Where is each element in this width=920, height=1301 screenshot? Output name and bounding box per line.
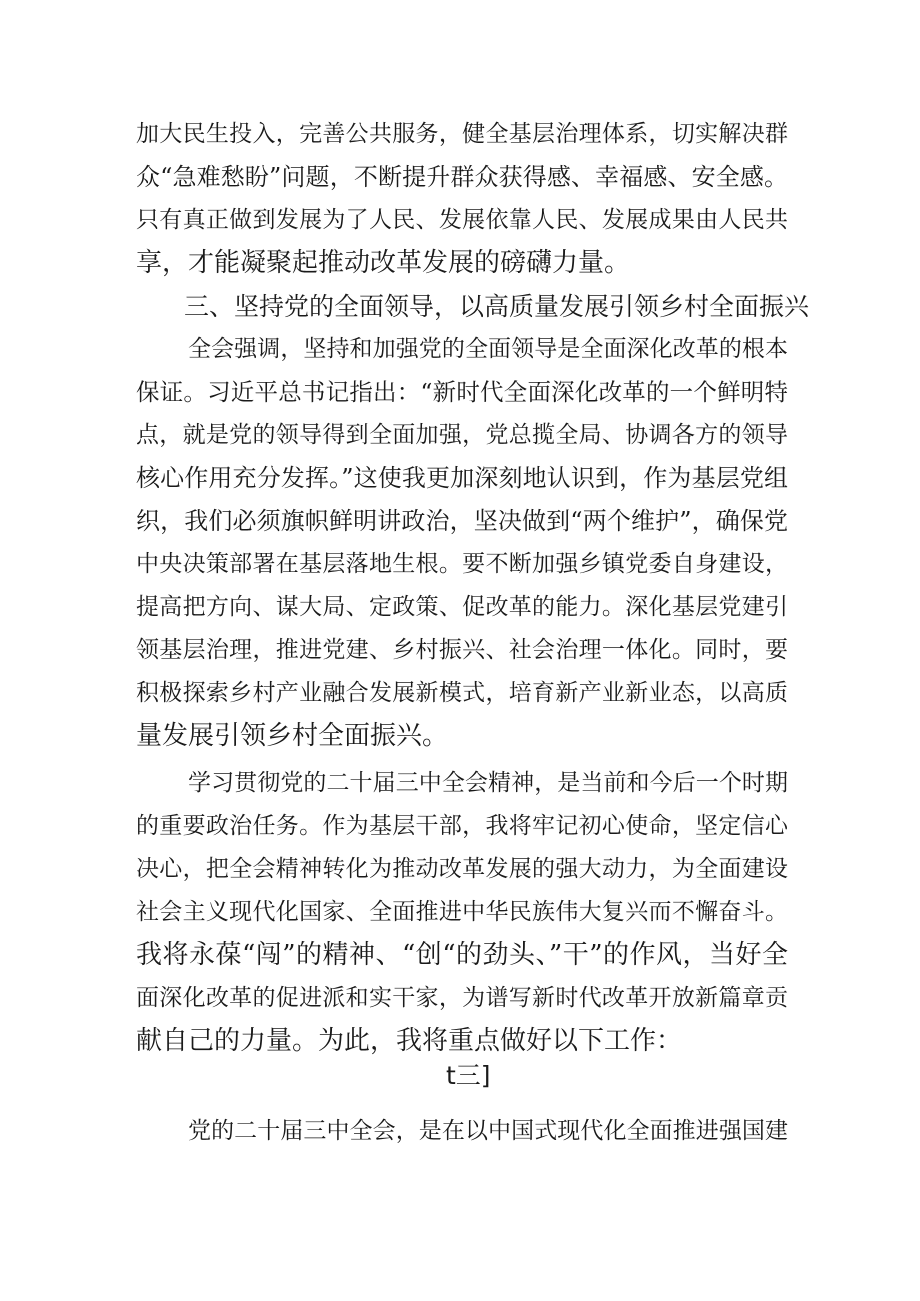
paragraph-line: 决心，把全会精神转化为推动改革发展的强大动力，为全面建设 [136, 856, 788, 882]
section-heading: 三、坚持党的全面领导，以高质量发展引领乡村全面振兴 [184, 292, 810, 321]
paragraph-1 [136, 113, 788, 285]
section-marker: t三] [446, 1061, 491, 1090]
paragraph-line: 全会强调，坚持和加强党的全面领导是全面深化改革的根本 [188, 336, 788, 362]
paragraph-line: 党的二十届三中全会，是在以中国式现代化全面推进强国建 [188, 1118, 788, 1144]
paragraph-line: 积极探索乡村产业融合发展新模式，培育新产业新业态，以高质 [136, 680, 788, 706]
paragraph-line: 只有真正做到发展为了人民、发展依靠人民、发展成果由人民共 [136, 207, 788, 233]
paragraph-line: 织，我们必须旗帜鲜明讲政治，坚决做到“两个维护”，确保党 [136, 507, 788, 535]
paragraph-line: 的重要政治任务。作为基层干部，我将牢记初心使命，坚定信心 [136, 813, 788, 839]
paragraph-line: 面深化改革的促进派和实干家，为谱写新时代改革开放新篇章贡 [136, 985, 788, 1011]
paragraph-line: 点，就是党的领导得到全面加强，党总揽全局、协调各方的领导 [136, 422, 788, 448]
paragraph-line: 领基层治理，推进党建、乡村振兴、社会治理一体化。同时，要 [136, 637, 788, 663]
paragraph-line: 我将永葆“闯”的精神、“创“的劲头、”干”的作风，当好全 [136, 940, 788, 970]
paragraph-line: 社会主义现代化国家、全面推进中华民族伟大复兴而不懈奋斗。 [136, 899, 788, 925]
paragraph-line: 学习贯彻党的二十届三中全会精神，是当前和今后一个时期 [188, 770, 788, 796]
paragraph-2 [136, 328, 788, 758]
paragraph-line: 献自己的力量。为此，我将重点做好以下工作： [136, 1026, 683, 1056]
paragraph-line: 中央决策部署在基层落地生根。要不断加强乡镇党委自身建设， [136, 551, 788, 577]
paragraph-4 [136, 1110, 788, 1153]
paragraph-line: 核心作用充分发挥。”这使我更加深刻地认识到，作为基层党组 [136, 464, 788, 492]
paragraph-line: 量发展引领乡村全面振兴。 [136, 721, 449, 751]
paragraph-line: 加大民生投入，完善公共服务，健全基层治理体系，切实解决群 [136, 121, 788, 147]
paragraph-line: 提高把方向、谋大局、定政策、促改革的能力。深化基层党建引 [136, 594, 788, 620]
paragraph-line: 众“急难愁盼”问题，不断提升群众获得感、幸福感、安全感。 [136, 163, 788, 191]
paragraph-line: 享，才能凝聚起推动改革发展的磅礴力量。 [136, 248, 631, 278]
paragraph-3 [136, 762, 788, 1063]
paragraph-line: 保证。习近平总书记指出：“新时代全面深化改革的一个鲜明特 [136, 378, 788, 406]
